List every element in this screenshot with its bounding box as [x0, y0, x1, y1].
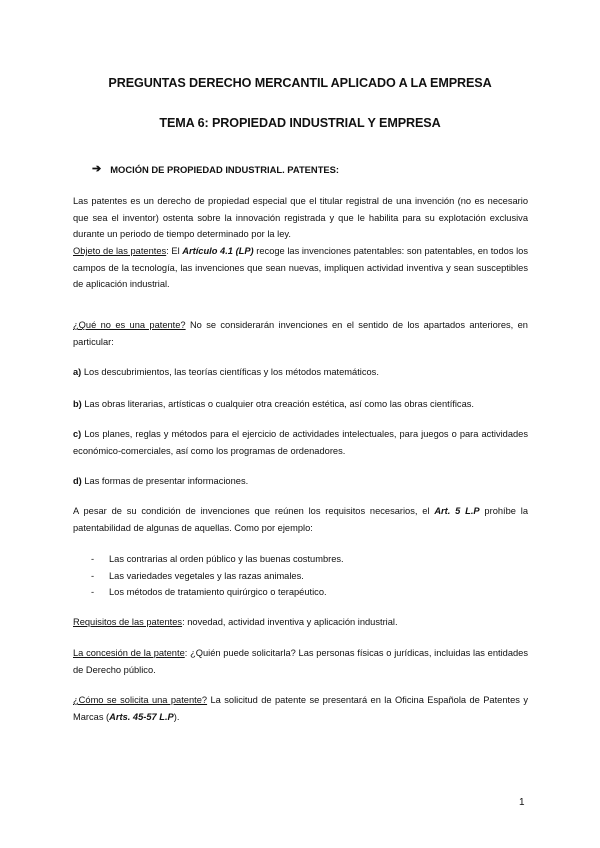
item-c: [73, 426, 528, 459]
item-d: [73, 473, 528, 490]
item-c-text: Los planes, reglas y métodos para el ejercicio de actividades intelectuales, para juegos o para actividades económico-comerciales, así como los programas de ordenadores.: [73, 429, 528, 456]
item-a: [73, 364, 528, 381]
objeto-pre: : El: [166, 246, 183, 256]
apesar-ref: Art. 5 L.P: [434, 506, 480, 516]
item-d-label: d): [73, 476, 82, 486]
document-title: PREGUNTAS DERECHO MERCANTIL APLICADO A LA EMPRESA: [108, 76, 492, 90]
paragraph-noes: [73, 317, 528, 350]
list-item: - Las variedades vegetales y las razas animales.: [91, 568, 521, 585]
item-a-text: Los descubrimientos, las teorías científicas y los métodos matemáticos.: [81, 367, 379, 377]
requisitos-text: : novedad, actividad inventiva y aplicación industrial.: [182, 617, 398, 627]
requisitos-label: Requisitos de las patentes: [73, 617, 183, 627]
paragraph-solicita: [73, 692, 528, 725]
section-heading: [92, 164, 339, 175]
objeto-ref: Artículo 4.1 (LP): [182, 246, 254, 256]
item-d-text: Las formas de presentar informaciones.: [81, 476, 249, 486]
paragraph-objeto: [73, 243, 528, 293]
noes-label: ¿Qué no es una patente?: [73, 320, 186, 330]
solicita-end: ).: [173, 711, 180, 722]
objeto-text: recoge las invenciones patentables: son patentables, en todos los campos de la tecnología, las invenciones que sean nuevas, impliquen actividad inventiva y sean susceptibles de aplicación industrial.: [73, 246, 528, 289]
item-b: [73, 396, 528, 413]
apesar-pre: A pesar de su condición de invenciones que reúnen los requisitos necesarios, el: [73, 506, 435, 516]
paragraph-intro: Las patentes es un derecho de propiedad especial que el titular registral de una invención (no es necesario que sea el inventor) ostenta sobre la innovación registrada y que le habilita para su explotación exclusiva durante un periodo de tiempo determinado por la ley.: [73, 196, 528, 239]
item-b-label: b): [73, 399, 82, 409]
item-b-text: Las obras literarias, artísticas o cualquier otra creación estética, así como las obras científicas.: [81, 399, 474, 409]
solicita-ref: Arts. 45-57 L.P: [109, 711, 174, 722]
concesion-text: : ¿Quién puede solicitarla? Las personas físicas o jurídicas, incluidas las entidades de Derecho público.: [73, 648, 528, 675]
paragraph-requisitos: [73, 614, 528, 631]
solicita-text: La solicitud de patente se presentará en la Oficina Española de Patentes y Marcas (: [73, 695, 528, 722]
item-c-label: c): [73, 429, 82, 439]
solicita-label: ¿Cómo se solicita una patente?: [73, 695, 208, 705]
paragraph-concesion: [73, 645, 528, 678]
noes-text: No se considerarán invenciones en el sentido de los apartados anteriores, en particular:: [73, 320, 528, 347]
page-number: 1: [519, 797, 525, 808]
item-a-label: a): [73, 367, 82, 377]
paragraph-apesar: [73, 503, 528, 536]
objeto-label: Objeto de las patentes: [73, 246, 167, 256]
document-subtitle: TEMA 6: PROPIEDAD INDUSTRIAL Y EMPRESA: [159, 116, 441, 130]
list-item: - Los métodos de tratamiento quirúrgico o terapéutico.: [91, 584, 521, 601]
list-item: - Las contrarias al orden público y las buenas costumbres.: [91, 551, 521, 568]
apesar-text: prohíbe la patentabilidad de algunas de aquellas. Como por ejemplo:: [73, 506, 529, 533]
concesion-label: La concesión de la patente: [73, 648, 185, 658]
section-heading-text: MOCIÓN DE PROPIEDAD INDUSTRIAL. PATENTES:: [110, 164, 340, 175]
exclusions-list: [91, 551, 521, 601]
arrow-right-icon: ➔: [92, 163, 102, 175]
